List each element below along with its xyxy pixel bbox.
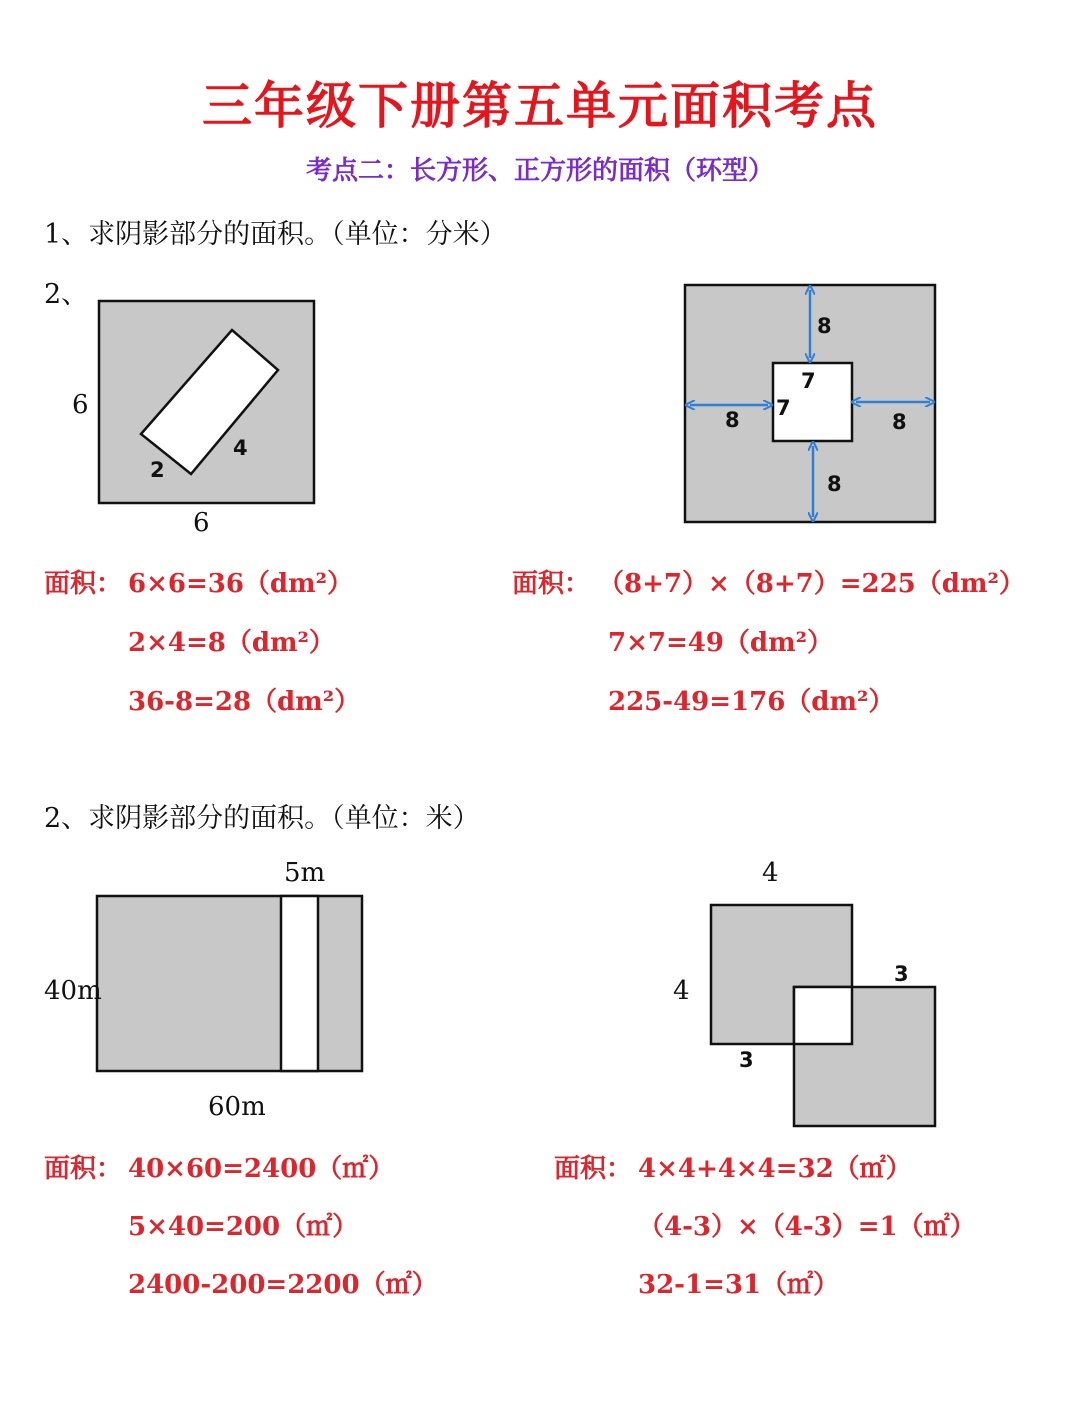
fig3-left-label: 40m bbox=[44, 976, 102, 1006]
answer4-line: （4-3）×（4-3）=1（㎡） bbox=[638, 1212, 976, 1242]
figure-square-ring bbox=[684, 284, 936, 524]
answer3-line: 5×40=200（㎡） bbox=[128, 1212, 359, 1242]
strip bbox=[281, 896, 318, 1071]
fig1-inner-short-label: 2 bbox=[150, 458, 165, 482]
fig4-left-label: 4 bbox=[673, 976, 690, 1006]
answer1-line: 36-8=28（dm²） bbox=[128, 687, 361, 717]
fig2-bottom-gap-label: 8 bbox=[827, 472, 842, 496]
question-2: 2、求阴影部分的面积。（单位：米） bbox=[44, 803, 480, 834]
fig4-overlap-right-label: 3 bbox=[894, 962, 909, 986]
answer3-line: 2400-200=2200（㎡） bbox=[128, 1270, 438, 1300]
page-title: 三年级下册第五单元面积考点 bbox=[202, 77, 878, 135]
fig2-inner-top-label: 7 bbox=[801, 369, 816, 393]
fig4-overlap-bottom-label: 3 bbox=[739, 1048, 754, 1072]
answer4-line: 32-1=31（㎡） bbox=[638, 1270, 840, 1300]
answer2-line: 225-49=176（dm²） bbox=[608, 687, 895, 717]
fig1-left-label: 6 bbox=[72, 390, 89, 420]
fig1-inner-long-label: 4 bbox=[233, 436, 248, 460]
fig2-inner-left-label: 7 bbox=[776, 396, 791, 420]
fig2-right-gap-label: 8 bbox=[892, 410, 907, 434]
answer2-line: 7×7=49（dm²） bbox=[608, 628, 834, 658]
page-subtitle: 考点二：长方形、正方形的面积（环型） bbox=[305, 156, 774, 186]
figure-rect-strip bbox=[94, 893, 366, 1075]
question-1-sub: 2、 bbox=[44, 279, 89, 310]
answer1-label: 面积： bbox=[44, 569, 123, 599]
answer2-label: 面积： bbox=[512, 569, 591, 599]
answer3-label: 面积： bbox=[44, 1154, 123, 1184]
fig3-bottom-label: 60m bbox=[208, 1092, 266, 1122]
fig1-bottom-label: 6 bbox=[193, 508, 210, 538]
answer4-label: 面积： bbox=[554, 1154, 633, 1184]
fig3-top-label: 5m bbox=[284, 858, 326, 888]
overlap-square bbox=[794, 987, 852, 1044]
fig2-top-gap-label: 8 bbox=[817, 314, 832, 338]
outer-rectangle bbox=[97, 896, 362, 1071]
figure-square-rotated-rect bbox=[96, 298, 320, 508]
question-1: 1、求阴影部分的面积。（单位：分米） bbox=[44, 219, 507, 250]
answer4-line: 4×4+4×4=32（㎡） bbox=[638, 1154, 912, 1184]
answer2-line: （8+7）×（8+7）=225（dm²） bbox=[598, 569, 1025, 599]
figure-overlap-squares bbox=[708, 902, 940, 1130]
answer1-line: 6×6=36（dm²） bbox=[128, 569, 354, 599]
fig4-top-label: 4 bbox=[762, 858, 779, 888]
answer3-line: 40×60=2400（㎡） bbox=[128, 1154, 395, 1184]
answer1-line: 2×4=8（dm²） bbox=[128, 628, 335, 658]
fig2-left-gap-label: 8 bbox=[725, 408, 740, 432]
